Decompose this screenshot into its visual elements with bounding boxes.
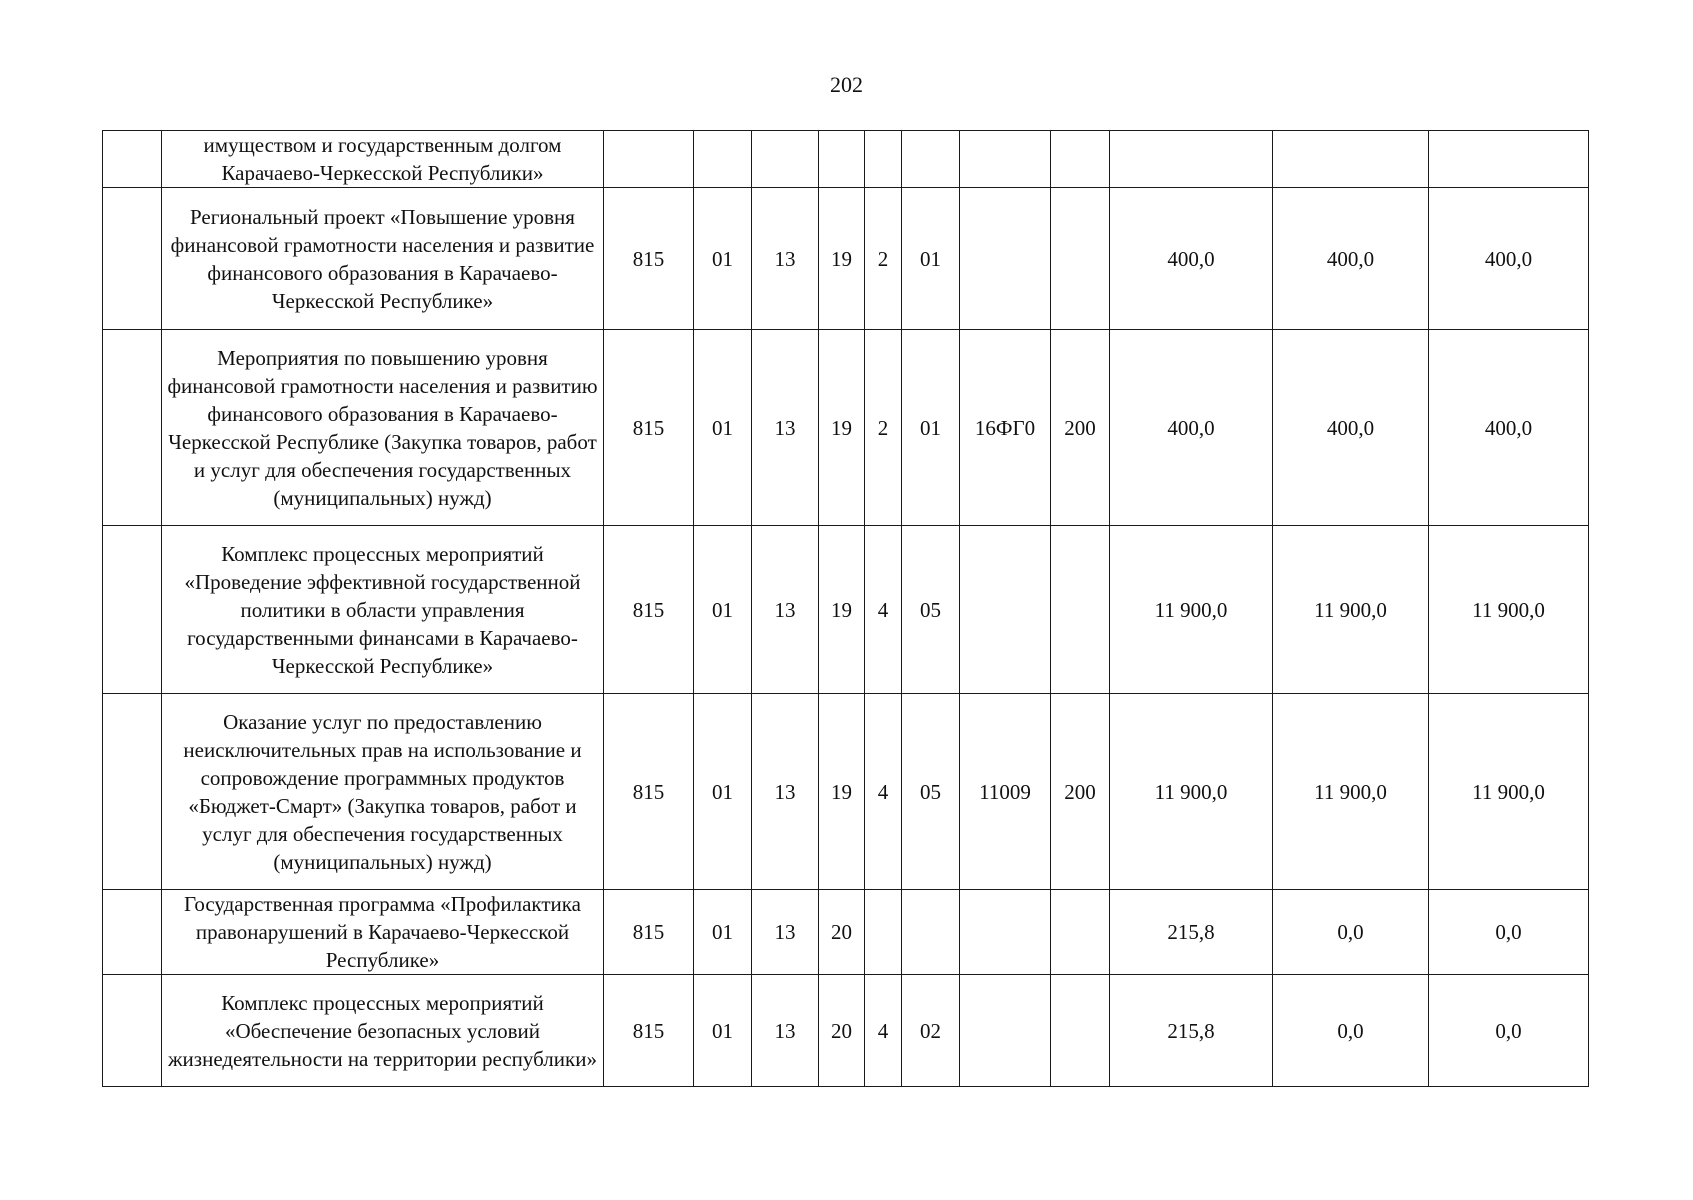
table-row [103,526,1589,694]
ved-cell: 815 [604,188,694,330]
page-number: 202 [830,72,863,97]
amount-year2-cell: 400,0 [1273,188,1429,330]
program-code-cell: 20 [819,975,865,1087]
amount-year2-cell: 400,0 [1273,330,1429,526]
table-row [103,131,1589,188]
rz-cell: 01 [694,694,752,890]
item-name-cell: Мероприятия по повышению уровня финансовой грамотности населения и развитию финансового образования в Карачаево-Черкесской Республике (Закупка товаров, работ и услуг для обеспечения государственных (муниципальных) нужд) [162,330,604,526]
event-code-cell: 01 [902,188,960,330]
pr-cell: 13 [752,890,819,975]
direction-code-cell [960,975,1051,1087]
event-code-cell: 01 [902,330,960,526]
amount-year2-cell [1273,131,1429,188]
amount-year3-cell: 400,0 [1429,188,1589,330]
program-code-cell: 19 [819,330,865,526]
pr-cell: 13 [752,526,819,694]
expense-type-cell [1051,526,1110,694]
amount-year1-cell: 11 900,0 [1110,694,1273,890]
budget-table [102,130,1589,1087]
table-row [103,694,1589,890]
expense-type-cell: 200 [1051,330,1110,526]
program-code-cell: 19 [819,526,865,694]
number-cell [103,975,162,1087]
subprogram-code-cell: 2 [865,330,902,526]
amount-year1-cell: 215,8 [1110,975,1273,1087]
event-code-cell: 05 [902,694,960,890]
pr-cell: 13 [752,330,819,526]
expense-type-cell [1051,890,1110,975]
direction-code-cell [960,131,1051,188]
program-code-cell [819,131,865,188]
amount-year2-cell: 11 900,0 [1273,526,1429,694]
subprogram-code-cell: 2 [865,188,902,330]
number-cell [103,131,162,188]
number-cell [103,694,162,890]
ved-cell: 815 [604,330,694,526]
ved-cell: 815 [604,975,694,1087]
expense-type-cell [1051,975,1110,1087]
amount-year1-cell: 11 900,0 [1110,526,1273,694]
table-row [103,890,1589,975]
expense-type-cell [1051,188,1110,330]
amount-year1-cell: 400,0 [1110,188,1273,330]
subprogram-code-cell: 4 [865,526,902,694]
pr-cell [752,131,819,188]
program-code-cell: 20 [819,890,865,975]
event-code-cell [902,131,960,188]
rz-cell: 01 [694,188,752,330]
pr-cell: 13 [752,694,819,890]
amount-year2-cell: 0,0 [1273,890,1429,975]
item-name-cell: Региональный проект «Повышение уровня финансовой грамотности населения и развитие финансового образования в Карачаево-Черкесской Республике» [162,188,604,330]
amount-year3-cell: 0,0 [1429,975,1589,1087]
item-name-cell: Комплекс процессных мероприятий «Проведение эффективной государственной политики в области управления государственными финансами в Карачаево-Черкесской Республике» [162,526,604,694]
event-code-cell: 05 [902,526,960,694]
amount-year3-cell: 0,0 [1429,890,1589,975]
amount-year2-cell: 11 900,0 [1273,694,1429,890]
rz-cell [694,131,752,188]
number-cell [103,890,162,975]
number-cell [103,188,162,330]
amount-year1-cell: 400,0 [1110,330,1273,526]
direction-code-cell [960,188,1051,330]
expense-type-cell: 200 [1051,694,1110,890]
amount-year3-cell: 11 900,0 [1429,694,1589,890]
subprogram-code-cell [865,131,902,188]
program-code-cell: 19 [819,188,865,330]
amount-year3-cell: 400,0 [1429,330,1589,526]
ved-cell: 815 [604,890,694,975]
direction-code-cell [960,890,1051,975]
direction-code-cell: 16ФГ0 [960,330,1051,526]
subprogram-code-cell: 4 [865,694,902,890]
number-cell [103,330,162,526]
subprogram-code-cell: 4 [865,975,902,1087]
table-row [103,188,1589,330]
item-name-cell: Комплекс процессных мероприятий «Обеспечение безопасных условий жизнедеятельности на территории республики» [162,975,604,1087]
amount-year2-cell: 0,0 [1273,975,1429,1087]
amount-year3-cell [1429,131,1589,188]
rz-cell: 01 [694,975,752,1087]
amount-year1-cell: 215,8 [1110,890,1273,975]
subprogram-code-cell [865,890,902,975]
ved-cell: 815 [604,694,694,890]
ved-cell: 815 [604,526,694,694]
event-code-cell: 02 [902,975,960,1087]
rz-cell: 01 [694,526,752,694]
expense-type-cell [1051,131,1110,188]
program-code-cell: 19 [819,694,865,890]
direction-code-cell: 11009 [960,694,1051,890]
event-code-cell [902,890,960,975]
pr-cell: 13 [752,188,819,330]
ved-cell [604,131,694,188]
item-name-cell: Оказание услуг по предоставлению неисключительных прав на использование и сопровождение программных продуктов «Бюджет-Смарт» (Закупка товаров, работ и услуг для обеспечения государственных (муниципальных) нужд) [162,694,604,890]
rz-cell: 01 [694,890,752,975]
pr-cell: 13 [752,975,819,1087]
direction-code-cell [960,526,1051,694]
rz-cell: 01 [694,330,752,526]
item-name-cell: имуществом и государственным долгом Карачаево-Черкесской Республики» [162,131,604,188]
item-name-cell: Государственная программа «Профилактика правонарушений в Карачаево-Черкесской Республике» [162,890,604,975]
table-row [103,975,1589,1087]
number-cell [103,526,162,694]
amount-year3-cell: 11 900,0 [1429,526,1589,694]
table-row [103,330,1589,526]
amount-year1-cell [1110,131,1273,188]
